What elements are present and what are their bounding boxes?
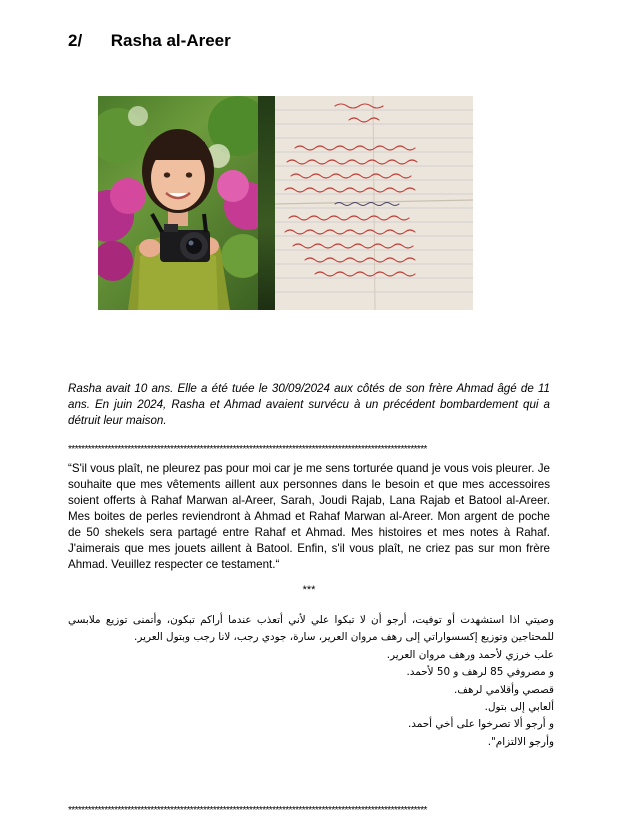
will-text-arabic (68, 612, 554, 751)
star-separator-top: ************************************************************************************************************* (68, 445, 427, 455)
photo-caption: Rasha avait 10 ans. Elle a été tuée le 30/09/2024 aux côtés de son frère Ahmad âgé de 11 ans. En juin 2024, Rasha et Ahmad avaient survécu à un précédent bombardement qui a détruit leur maison. (68, 382, 550, 427)
star-separator-bottom: ************************************************************************************************************* (68, 806, 427, 816)
arabic-line: و مصروفي 85 لرهف و 50 لأحمد. (406, 666, 554, 679)
arabic-line: قصصي وأقلامي لرهف. (454, 683, 554, 696)
section-break: *** (302, 584, 316, 596)
victim-name: Rasha al-Areer (110, 31, 231, 50)
photo-divider (258, 96, 275, 310)
girl-with-camera-image (98, 96, 258, 310)
handwritten-letter-image (275, 96, 473, 310)
arabic-line: ألعابي إلى بتول. (484, 701, 554, 714)
arabic-line: وأرجو الالتزام". (487, 735, 554, 748)
arabic-line: و أرجو ألا تصرخوا على أخي أحمد. (407, 718, 554, 731)
arabic-line: علب خرزي لأحمد ورهف مروان العرير. (386, 648, 554, 661)
portrait-photo (98, 96, 258, 310)
section-heading (68, 31, 231, 51)
handwritten-will-photo (275, 96, 473, 310)
arabic-paragraph: وصيتي اذا استشهدت أو توفيت، أرجو أن لا تبكوا علي لأني أتعذب عندما أراكم تبكون، وأتمنى توزيع ملابسي للمحتاجين وتوزيع إكسسواراتي إلى رهف مروان العرير، سارة، جودي رجب، لانا رجب وبتول العرير. (68, 614, 554, 644)
section-number: 2/ (68, 31, 83, 50)
will-quote-french: “S'il vous plaît, ne pleurez pas pour moi car je me sens torturée quand je vous vois pleurer. Je souhaite que mes vêtements aillent aux personnes dans le besoin et que mes accessoires soient offerts à Rahaf Marwan al-Areer, Sarah, Joudi Rajab, Lana Rajab et Batool al-Areer. Mes boites de perles reviendront à Ahmad et Rahaf Marwan al-Areer. Mon argent de poche de 50 shekels sera partagé entre Rahaf et Ahmad. Mes histoires et mes notes à Rahaf. J'aimerais que mes jouets aillent à Batool. Enfin, s'il vous plaît, ne criez pas sur mon frère Ahmad. Veuillez respecter ce testament.“ (68, 462, 550, 571)
